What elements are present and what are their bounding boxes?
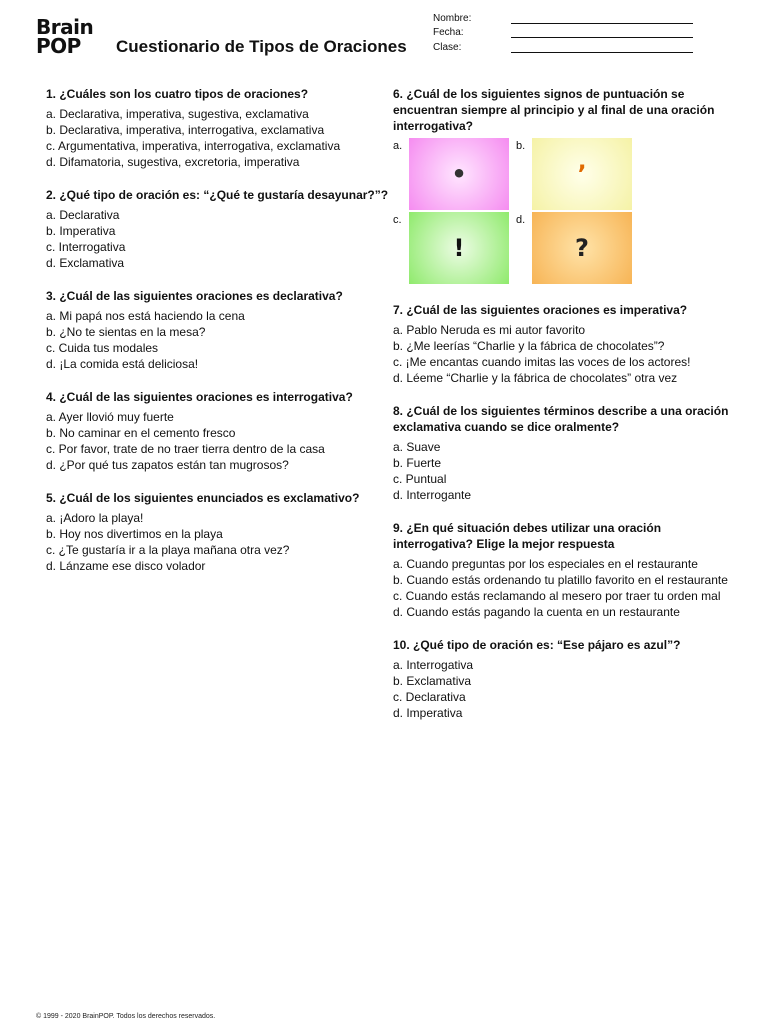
question-title: 9. ¿En qué situación debes utilizar una oración interrogativa? Elige la mejor respuesta <box>393 521 662 551</box>
name-field[interactable] <box>433 9 693 24</box>
question-title: 7. ¿Cuál de las siguientes oraciones es imperativa? <box>393 303 688 317</box>
name-field-line[interactable] <box>511 14 693 24</box>
answer-option[interactable]: d. Cuando estás pagando la cuenta en un restaurante <box>393 605 680 619</box>
answer-option[interactable]: b. Fuerte <box>393 456 442 470</box>
answer-option[interactable]: d. Léeme “Charlie y la fábrica de chocolates” otra vez <box>393 371 678 385</box>
answer-option[interactable]: b. Cuando estás ordenando tu platillo favorito en el restaurante <box>393 573 728 587</box>
question-4 <box>46 389 391 473</box>
answer-option[interactable]: a. Cuando preguntas por los especiales en el restaurante <box>393 557 698 571</box>
answer-option[interactable]: a. Suave <box>393 440 441 454</box>
option-letter: d. <box>516 214 526 226</box>
left-column <box>46 86 391 591</box>
answer-option[interactable]: d. Imperativa <box>393 706 463 720</box>
date-field[interactable] <box>433 24 693 39</box>
question-6 <box>393 86 733 288</box>
date-field-line[interactable] <box>511 28 693 38</box>
class-field-label: Clase: <box>433 41 462 53</box>
student-info-fields <box>433 9 693 53</box>
answer-option[interactable]: c. Puntual <box>393 472 447 486</box>
answer-option[interactable]: c. Interrogativa <box>46 240 126 254</box>
brainpop-logo <box>36 15 100 58</box>
question-title: 2. ¿Qué tipo de oración es: “¿Qué te gustaría desayunar?”? <box>46 188 389 202</box>
question-title: 5. ¿Cuál de los siguientes enunciados es exclamativo? <box>46 491 360 505</box>
question-2 <box>46 187 391 271</box>
question-5 <box>46 490 391 574</box>
answer-option[interactable]: b. No caminar en el cemento fresco <box>46 426 236 440</box>
answer-option[interactable]: a. ¡Adoro la playa! <box>46 511 144 525</box>
question-title: 3. ¿Cuál de las siguientes oraciones es declarativa? <box>46 289 343 303</box>
question-9 <box>393 520 733 620</box>
punctuation-image-options <box>393 138 733 288</box>
answer-option[interactable]: a. Mi papá nos está haciendo la cena <box>46 309 245 323</box>
answer-option[interactable]: c. Cuida tus modales <box>46 341 159 355</box>
answer-option[interactable]: c. Argumentativa, imperativa, interrogativa, exclamativa <box>46 139 341 153</box>
date-field-label: Fecha: <box>433 27 464 38</box>
class-field-line[interactable] <box>511 43 693 53</box>
answer-option[interactable]: c. ¡Me encantas cuando imitas las voces de los actores! <box>393 355 691 369</box>
question-title: 10. ¿Qué tipo de oración es: “Ese pájaro es azul”? <box>393 638 681 652</box>
answer-option[interactable]: b. ¿Me leerías “Charlie y la fábrica de chocolates”? <box>393 339 665 353</box>
answer-option[interactable]: d. ¿Por qué tus zapatos están tan mugrosos? <box>46 458 289 472</box>
question-10 <box>393 637 733 721</box>
answer-option[interactable]: d. Interrogante <box>393 488 472 502</box>
comma-symbol-icon: ’ <box>532 138 632 210</box>
answer-option[interactable]: b. Hoy nos divertimos en la playa <box>46 527 223 541</box>
question-title: 8. ¿Cuál de los siguientes términos describe a una oración exclamativa cuando se dice oralmente? <box>393 404 729 434</box>
question-title: 4. ¿Cuál de las siguientes oraciones es interrogativa? <box>46 390 353 404</box>
answer-option[interactable]: a. Declarativa <box>46 208 120 222</box>
question-title: 6. ¿Cuál de los siguientes signos de puntuación se encuentran siempre al principio y al final de una oración interrogativa? <box>393 87 715 133</box>
right-column <box>393 86 733 738</box>
answer-option[interactable]: a. Declarativa, imperativa, sugestiva, exclamativa <box>46 107 309 121</box>
copyright-footer: © 1999 - 2020 BrainPOP. Todos los derechos reservados. <box>36 1013 216 1020</box>
period-symbol-icon: • <box>409 138 509 210</box>
answer-option[interactable]: c. Cuando estás reclamando al mesero por traer tu orden mal <box>393 589 721 603</box>
answer-option[interactable]: a. Pablo Neruda es mi autor favorito <box>393 323 586 337</box>
question-3 <box>46 288 391 372</box>
answer-option[interactable]: a. Ayer llovió muy fuerte <box>46 410 174 424</box>
answer-option[interactable]: b. Exclamativa <box>393 674 472 688</box>
question-mark-symbol-icon: ? <box>532 212 632 284</box>
answer-option[interactable]: b. ¿No te sientas en la mesa? <box>46 325 206 339</box>
answer-option[interactable]: c. Por favor, trate de no traer tierra dentro de la casa <box>46 442 325 456</box>
image-option-c[interactable] <box>393 212 525 284</box>
question-title: 1. ¿Cuáles son los cuatro tipos de oraciones? <box>46 87 309 101</box>
page-title: Cuestionario de Tipos de Oraciones <box>116 37 407 56</box>
question-7 <box>393 302 733 386</box>
answer-option[interactable]: d. ¡La comida está deliciosa! <box>46 357 199 371</box>
answer-option[interactable]: d. Difamatoria, sugestiva, excretoria, imperativa <box>46 155 300 169</box>
answer-option[interactable]: c. Declarativa <box>393 690 466 704</box>
answer-option[interactable]: d. Lánzame ese disco volador <box>46 559 206 573</box>
option-letter: c. <box>393 214 402 226</box>
image-option-b[interactable] <box>516 138 648 210</box>
answer-option[interactable]: b. Imperativa <box>46 224 116 238</box>
name-field-label: Nombre: <box>433 12 472 24</box>
image-option-d[interactable] <box>516 212 648 284</box>
option-letter: a. <box>393 140 403 152</box>
question-8 <box>393 403 733 503</box>
logo-line-1: Brain <box>36 15 94 39</box>
exclamation-symbol-icon: ! <box>409 212 509 284</box>
answer-option[interactable]: a. Interrogativa <box>393 658 474 672</box>
class-field[interactable] <box>433 38 693 53</box>
answer-option[interactable]: b. Declarativa, imperativa, interrogativa, exclamativa <box>46 123 325 137</box>
answer-option[interactable]: c. ¿Te gustaría ir a la playa mañana otra vez? <box>46 543 290 557</box>
answer-option[interactable]: d. Exclamativa <box>46 256 125 270</box>
option-letter: b. <box>516 140 526 152</box>
logo-line-2: POP <box>36 34 81 58</box>
image-option-a[interactable] <box>393 138 525 210</box>
question-1 <box>46 86 391 170</box>
